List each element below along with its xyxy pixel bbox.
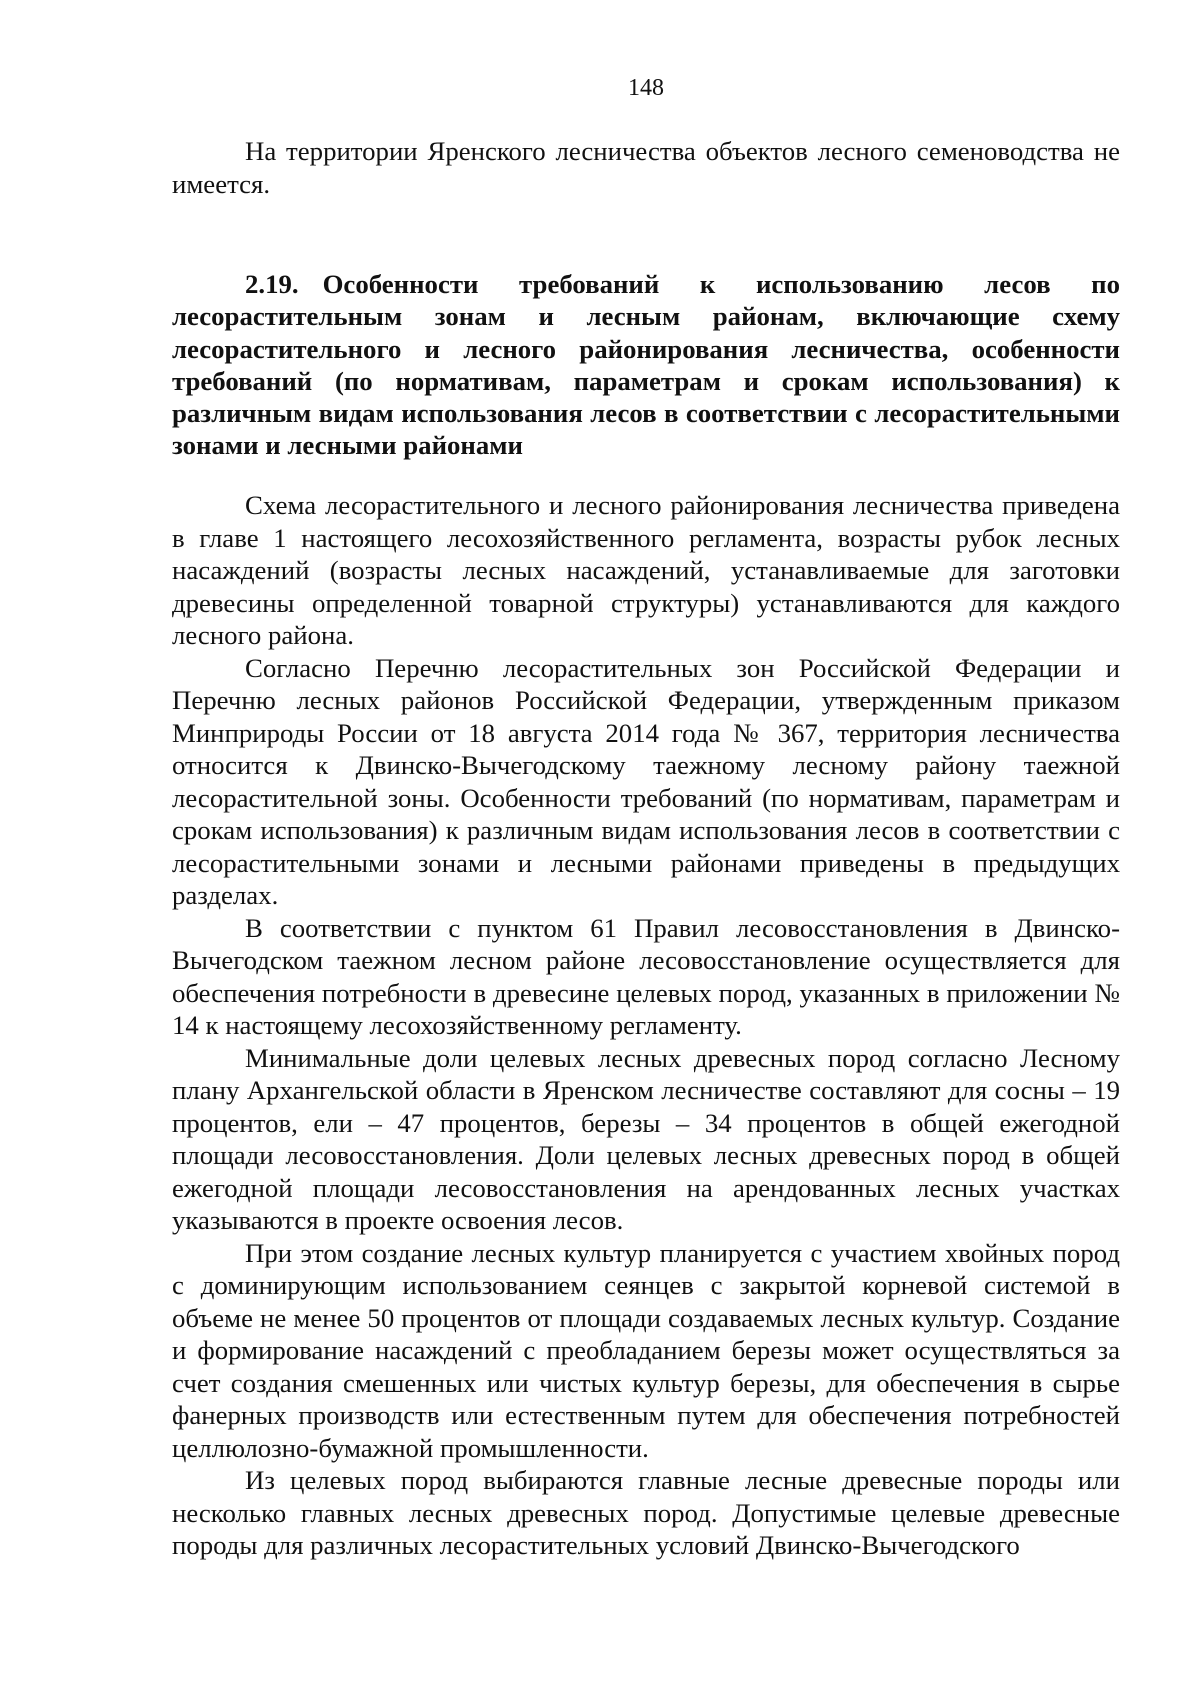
intro-paragraph: На территории Яренского лесничества объектов лесного семеноводства не имеется. xyxy=(172,136,1120,199)
section-number: 2.19. xyxy=(245,269,299,299)
section-body xyxy=(172,489,1120,1562)
paragraph: Схема лесорастительного и лесного районирования лесничества приведена в главе 1 настоящего лесохозяйственного регламента, возрасты рубок лесных насаждений (возрасты лесных насаждений, устанавливаемые для заготовки древесины определенной товарной структуры) устанавливаются для каждого лесного района. xyxy=(172,490,1120,650)
section-title: Особенности требований к использованию лесов по лесорастительным зонам и лесным районам, включающие схему лесорастительного и лесного районирования лесничества, особенности требований (по нормативам, параметрам и срокам использования) к различным видам использования лесов в соответствии с лесорастительными зонами и лесными районами xyxy=(172,269,1120,461)
paragraph: В соответствии с пунктом 61 Правил лесовосстановления в Двинско-Вычегодском таежном лесном районе лесовосстановление осуществляется для обеспечения потребности в древесине целевых пород, указанных в приложении № 14 к настоящему лесохозяйственному регламенту. xyxy=(172,912,1120,1040)
paragraph: Согласно Перечню лесорастительных зон Российской Федерации и Перечню лесных районов Российской Федерации, утвержденным приказом Минприроды России от 18 августа 2014 года № 367, территория лесничества относится к Двинско-Вычегодскому таежному лесному району таежной лесорастительной зоны. Особенности требований (по нормативам, параметрам и срокам использования) к различным видам использования лесов в соответствии с лесорастительными зонами и лесными районами приведены в предыдущих разделах. xyxy=(172,652,1120,910)
paragraph: Из целевых пород выбираются главные лесные древесные породы или несколько главных лесных древесных пород. Допустимые целевые древесные породы для различных лесорастительных условий Двинско-Вычегодского xyxy=(172,1465,1120,1560)
paragraph: Минимальные доли целевых лесных древесных пород согласно Лесному плану Архангельской области в Яренском лесничестве составляют для сосны – 19 процентов, ели – 47 процентов, березы – 34 процентов в общей ежегодной площади лесовосстановления. Доли целевых лесных древесных пород в общей ежегодной площади лесовосстановления на арендованных лесных участках указываются в проекте освоения лесов. xyxy=(172,1042,1120,1235)
paragraph: При этом создание лесных культур планируется с участием хвойных пород с доминирующим использованием сеянцев с закрытой корневой системой в объеме не менее 50 процентов от площади создаваемых лесных культур. Создание и формирование насаждений с преобладанием березы может осуществляться за счет создания смешенных или чистых культур березы, для обеспечения в сырье фанерных производств или естественным путем для обеспечения потребностей целлюлозно-бумажной промышленности. xyxy=(172,1237,1120,1463)
section-heading xyxy=(172,268,1120,462)
page-number: 148 xyxy=(628,75,664,101)
